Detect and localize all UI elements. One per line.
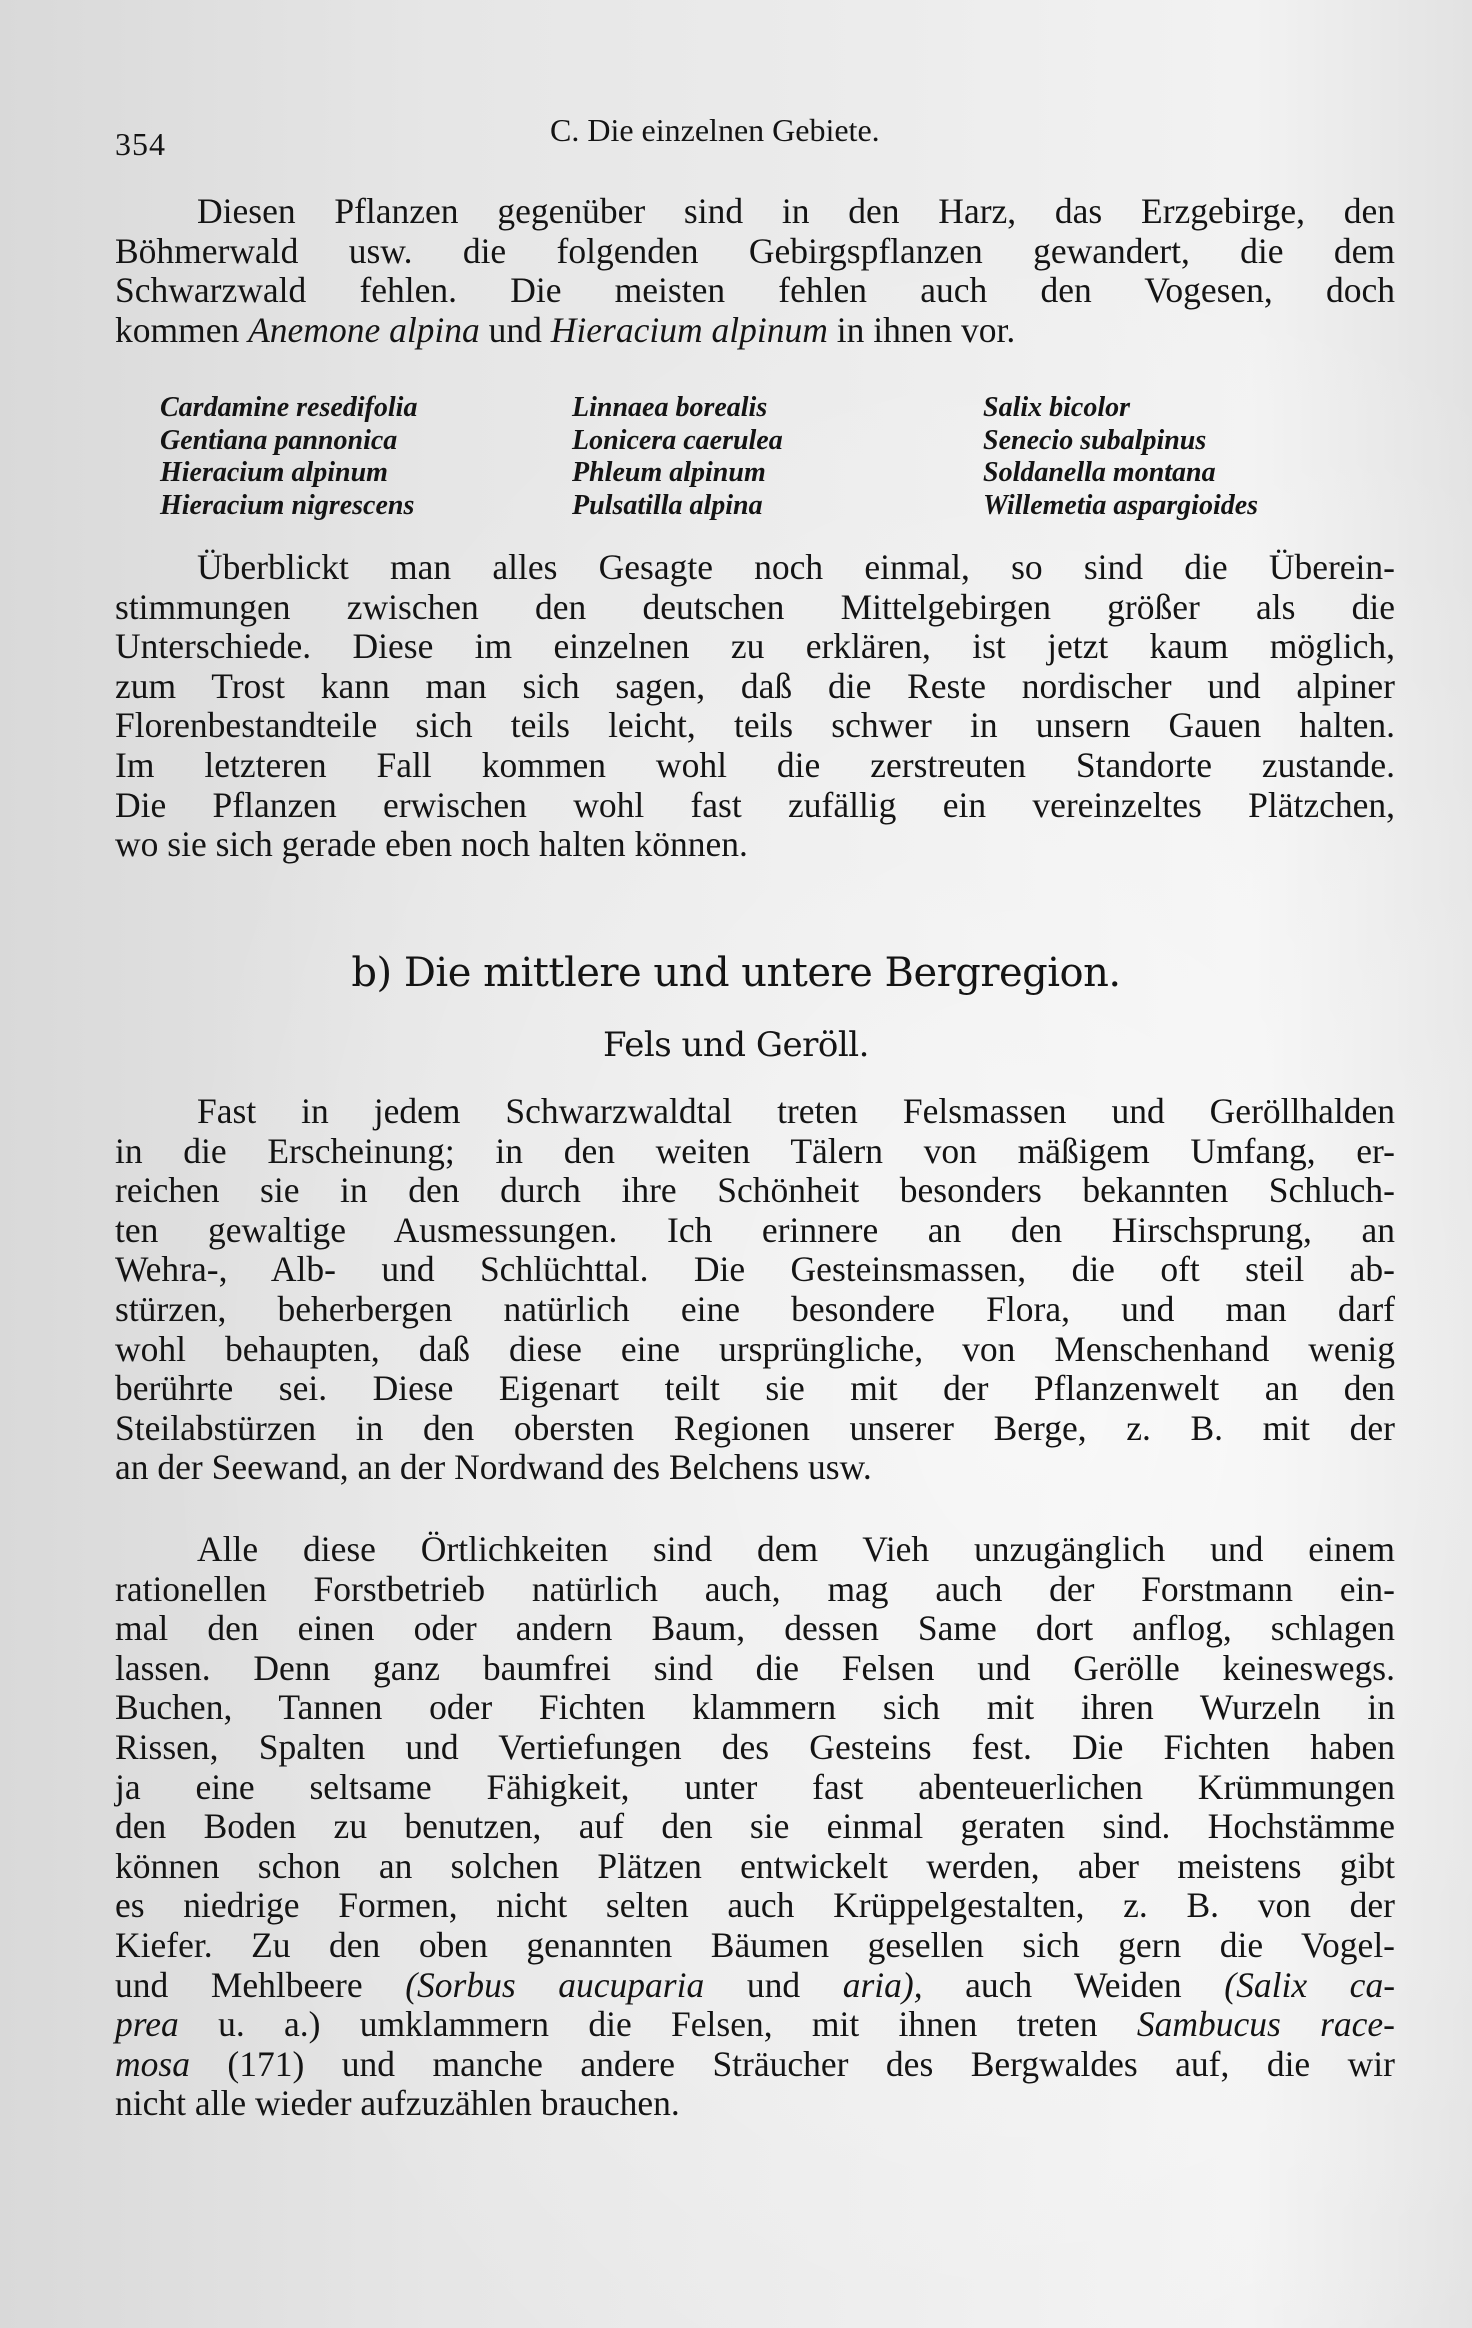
running-head: C. Die einzelnen Gebiete. <box>550 112 880 148</box>
text-line: ja eine seltsame Fähigkeit, unter fast abenteuerlichen Krümmungen <box>115 1766 1395 1807</box>
text-line: Fast in jedem Schwarzwaldtal treten Felsmassen und Geröllhalden <box>197 1091 1395 1131</box>
text-line: Buchen, Tannen oder Fichten klammern sich mit ihren Wurzeln in <box>115 1687 1395 1728</box>
text-line <box>115 2045 1395 2085</box>
species-name: aria), <box>842 1964 923 2005</box>
text-line: Unterschiede. Diese im einzelnen zu erklären, ist jetzt kaum möglich, <box>115 626 1395 667</box>
species-name: Sambucus race- <box>1136 2004 1395 2045</box>
text-line: Rissen, Spalten und Vertiefungen des Gesteins fest. Die Fichten haben <box>115 1726 1395 1767</box>
paragraph-4 <box>115 1530 1395 2124</box>
text-run: und Mehlbeere <box>115 1964 406 2005</box>
text-line: stürzen, beherbergen natürlich eine besondere Flora, und man darf <box>115 1288 1395 1329</box>
species-name: Salix bicolor <box>983 392 1131 423</box>
species-name: prea <box>115 2004 179 2045</box>
text-run: u. a.) umklammern die Felsen, mit ihnen treten <box>178 2004 1137 2045</box>
text-line: ten gewaltige Ausmessungen. Ich erinnere an den Hirschsprung, an <box>115 1209 1395 1250</box>
text-line: es niedrige Formen, nicht selten auch Krüppelgestalten, z. B. von der <box>115 1885 1395 1926</box>
text-line: wohl behaupten, daß diese eine ursprüngliche, von Menschenhand wenig <box>115 1328 1395 1369</box>
text-line: nicht alle wieder aufzuzählen brauchen. <box>115 2083 680 2124</box>
species-column <box>983 392 1258 522</box>
text-line: Böhmerwald usw. die folgenden Gebirgspflanzen gewandert, die dem <box>115 230 1395 271</box>
species-name: Pulsatilla alpina <box>572 489 763 521</box>
text-line: Überblickt man alles Gesagte noch einmal, so sind die Überein- <box>197 547 1395 587</box>
species-name: Hieracium alpinum <box>550 309 828 350</box>
species-name: Gentiana pannonica <box>160 424 398 456</box>
species-name: Linnaea borealis <box>572 392 768 423</box>
page-header <box>115 112 1435 172</box>
text-line <box>115 311 1395 351</box>
text-line: Schwarzwald fehlen. Die meisten fehlen auch den Vogesen, doch <box>115 270 1395 311</box>
species-name: (Salix ca- <box>1224 1964 1396 2005</box>
text-line: Kiefer. Zu den oben genannten Bäumen gesellen sich gern die Vogel- <box>115 1924 1395 1965</box>
paragraph-1 <box>115 192 1395 350</box>
text-run: auch Weiden <box>922 1964 1225 2005</box>
text-line: Florenbestandteile sich teils leicht, teils schwer in unsern Gauen halten. <box>115 705 1395 746</box>
species-name: Willemetia aspargioides <box>983 489 1259 521</box>
text-line: stimmungen zwischen den deutschen Mittelgebirgen größer als die <box>115 586 1395 627</box>
species-name: Cardamine resedifolia <box>160 392 418 423</box>
text-line: können schon an solchen Plätzen entwickelt werden, aber meistens gibt <box>115 1845 1395 1886</box>
paragraph-2 <box>115 548 1395 865</box>
species-column <box>160 392 417 522</box>
text-line: Die Pflanzen erwischen wohl fast zufällig ein vereinzeltes Plätzchen, <box>115 784 1395 825</box>
text-line: lassen. Denn ganz baumfrei sind die Felsen und Gerölle keineswegs. <box>115 1647 1395 1688</box>
species-name: Phleum alpinum <box>572 457 766 488</box>
species-name: Soldanella montana <box>983 457 1216 488</box>
text-line: zum Trost kann man sich sagen, daß die Reste nordischer und alpiner <box>115 665 1395 706</box>
text-run: und <box>704 1964 843 2005</box>
species-name: Hieracium alpinum <box>160 457 388 488</box>
text-line: berührte sei. Diese Eigenart teilt sie mit der Pflanzenwelt an den <box>115 1368 1395 1409</box>
section-heading: b) Die mittlere und untere Bergregion. <box>351 950 1121 996</box>
text-line: in die Erscheinung; in den weiten Tälern von mäßigem Umfang, er- <box>115 1130 1395 1171</box>
text-line: Diesen Pflanzen gegenüber sind in den Harz, das Erzgebirge, den <box>197 191 1395 231</box>
species-name: mosa <box>115 2043 190 2084</box>
page-number: 354 <box>115 126 166 162</box>
text-line: Alle diese Örtlichkeiten sind dem Vieh unzugänglich und einem <box>197 1529 1395 1569</box>
text-line: wo sie sich gerade eben noch halten können. <box>115 824 748 865</box>
text-line: rationellen Forstbetrieb natürlich auch, mag auch der Forstmann ein- <box>115 1568 1395 1609</box>
species-name: (Sorbus aucuparia <box>405 1964 705 2005</box>
text-line: an der Seewand, an der Nordwand des Belchens usw. <box>115 1447 872 1488</box>
subsection-heading: Fels und Geröll. <box>603 1025 869 1065</box>
text-line: reichen sie in den durch ihre Schönheit besonders bekannten Schluch- <box>115 1170 1395 1211</box>
text-line: Steilabstürzen in den obersten Regionen unserer Berge, z. B. mit der <box>115 1407 1395 1448</box>
text-line: den Boden zu benutzen, auf den sie einmal geraten sind. Hochstämme <box>115 1806 1395 1847</box>
text-line <box>115 2005 1395 2045</box>
text-run: in ihnen vor. <box>827 309 1016 350</box>
species-name: Senecio subalpinus <box>983 424 1207 456</box>
text-line: Wehra-, Alb- und Schlüchttal. Die Gesteinsmassen, die oft steil ab- <box>115 1249 1395 1290</box>
species-name: Anemone alpina <box>248 309 480 350</box>
species-name: Hieracium nigrescens <box>160 489 415 521</box>
text-line <box>115 1966 1395 2006</box>
text-run: (171) und manche andere Sträucher des Bergwaldes auf, die wir <box>189 2043 1395 2084</box>
paragraph-3 <box>115 1092 1395 1488</box>
text-line: Im letzteren Fall kommen wohl die zerstreuten Standorte zustande. <box>115 744 1395 785</box>
text-run: kommen <box>115 309 249 350</box>
text-run: und <box>479 309 551 350</box>
species-column <box>572 392 783 522</box>
species-name: Lonicera caerulea <box>572 424 783 456</box>
text-line: mal den einen oder andern Baum, dessen Same dort anflog, schlagen <box>115 1608 1395 1649</box>
